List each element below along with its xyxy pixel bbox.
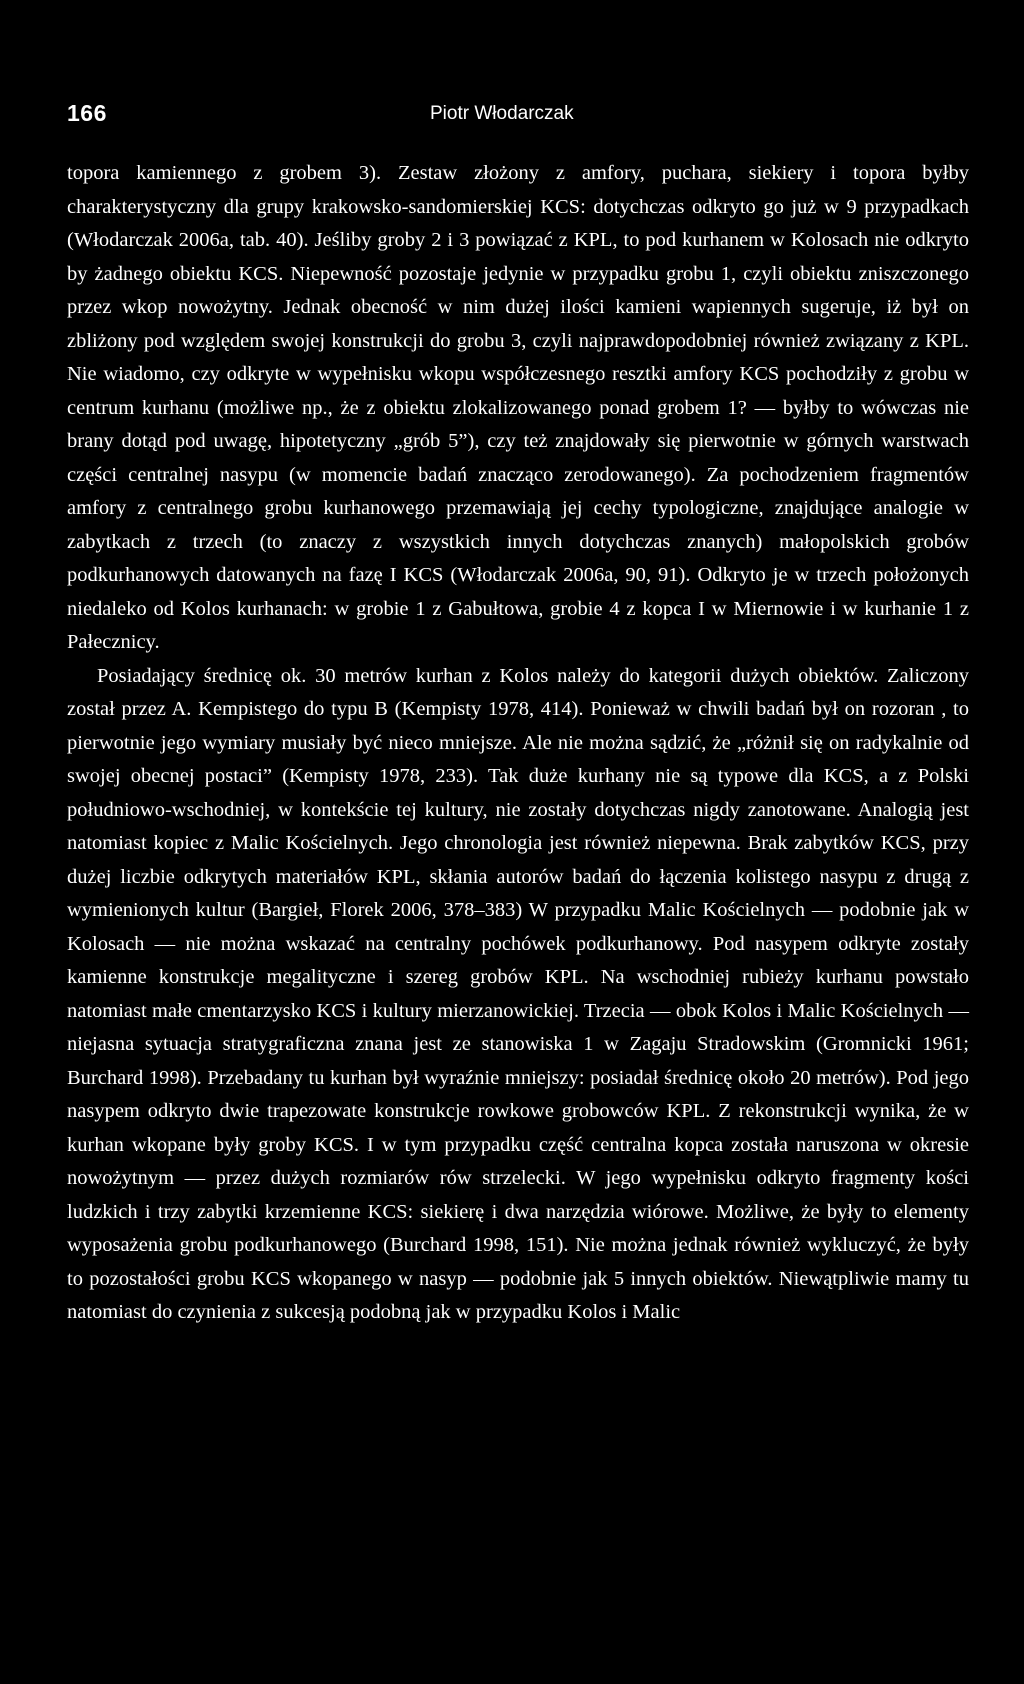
running-head-author: Piotr Włodarczak bbox=[430, 103, 574, 124]
paragraph: Posiadający średnicę ok. 30 metrów kurhan z Kolos należy do kategorii dużych obiektów. Zaliczony został przez A. Kempistego do typu B (Kempisty 1978, 414). Ponieważ w chwili badań był on rozoran , to pierwotnie jego wymiary musiały być nieco mniejsze. Ale nie można sądzić, że „różnił się on radykalnie od swojej obecnej postaci” (Kempisty 1978, 233). Tak duże kurhany nie są typowe dla KCS, a z Polski południowo-wschodniej, w kontekście tej kultury, nie zostały dotychczas nigdy zanotowane. Analogią jest natomiast kopiec z Malic Kościelnych. Jego chronologia jest również niepewna. Brak zabytków KCS, przy dużej liczbie odkrytych materiałów KPL, skłania autorów badań do łączenia kolistego nasypu z drugą z wymienionych kultur (Bargieł, Florek 2006, 378–383) W przypadku Malic Kościelnych — podobnie jak w Kolosach — nie można wskazać na centralny pochówek podkurhanowy. Pod nasypem odkryte zostały kamienne konstrukcje megalityczne i szereg grobów KPL. Na wschodniej rubieży kurhanu powstało natomiast małe cmentarzysko KCS i kultury mierzanowickiej. Trzecia — obok Kolos i Malic Kościelnych — niejasna sytuacja stratygraficzna znana jest ze stanowiska 1 w Zagaju Stradowskim (Gromnicki 1961; Burchard 1998). Przebadany tu kurhan był wyraźnie mniejszy: posiadał średnicę około 20 metrów). Pod jego nasypem odkryto dwie trapezowate konstrukcje rowkowe grobowców KPL. Z rekonstrukcji wynika, że w kurhan wkopane były groby KCS. I w tym przypadku część centralna kopca została naruszona w okresie nowożytnym — przez dużych rozmiarów rów strzelecki. W jego wypełnisku odkryto fragmenty kości ludzkich i trzy zabytki krzemienne KCS: siekierę i dwa narzędzia wiórowe. Możliwe, że były to elementy wyposażenia grobu podkurhanowego (Burchard 1998, 151). Nie można jednak również wykluczyć, że były to pozostałości grobu KCS wkopanego w nasyp — podobnie jak 5 innych obiektów. Niewątpliwie mamy tu natomiast do czynienia z sukcesją podobną jak w przypadku Kolos i Malic bbox=[67, 664, 969, 1323]
body-text bbox=[67, 157, 969, 1330]
paragraph: topora kamiennego z grobem 3). Zestaw złożony z amfory, puchara, siekiery i topora byłby charakterystyczny dla grupy krakowsko-sandomierskiej KCS: dotychczas odkryto go już w 9 przypadkach (Włodarczak 2006a, tab. 40). Jeśliby groby 2 i 3 powiązać z KPL, to pod kurhanem w Kolosach nie odkryto by żadnego obiektu KCS. Niepewność pozostaje jedynie w przypadku grobu 1, czyli obiektu zniszczonego przez wkop nowożytny. Jednak obecność w nim dużej ilości kamieni wapiennych sugeruje, iż był on zbliżony pod względem swojej konstrukcji do grobu 3, czyli najprawdopodobniej również związany z KPL. Nie wiadomo, czy odkryte w wypełnisku wkopu współczesnego resztki amfory KCS pochodziły z grobu w centrum kurhanu (możliwe np., że z obiektu zlokalizowanego ponad grobem 1? — byłby to wówczas nie brany dotąd pod uwagę, hipotetyczny „grób 5”), czy też znajdowały się pierwotnie w górnych warstwach części centralnej nasypu (w momencie badań znacząco zerodowanego). Za pochodzeniem fragmentów amfory z centralnego grobu kurhanowego przemawiają jej cechy typologiczne, znajdujące analogie w zabytkach z trzech (to znaczy z wszystkich innych dotychczas znanych) małopolskich grobów podkurhanowych datowanych na fazę I KCS (Włodarczak 2006a, 90, 91). Odkryto je w trzech położonych niedaleko od Kolos kurhanach: w grobie 1 z Gabułtowa, grobie 4 z kopca I w Miernowie i w kurhanie 1 z Pałecznicy. bbox=[67, 162, 969, 653]
page-number: 166 bbox=[67, 100, 107, 126]
page-header bbox=[67, 100, 967, 134]
